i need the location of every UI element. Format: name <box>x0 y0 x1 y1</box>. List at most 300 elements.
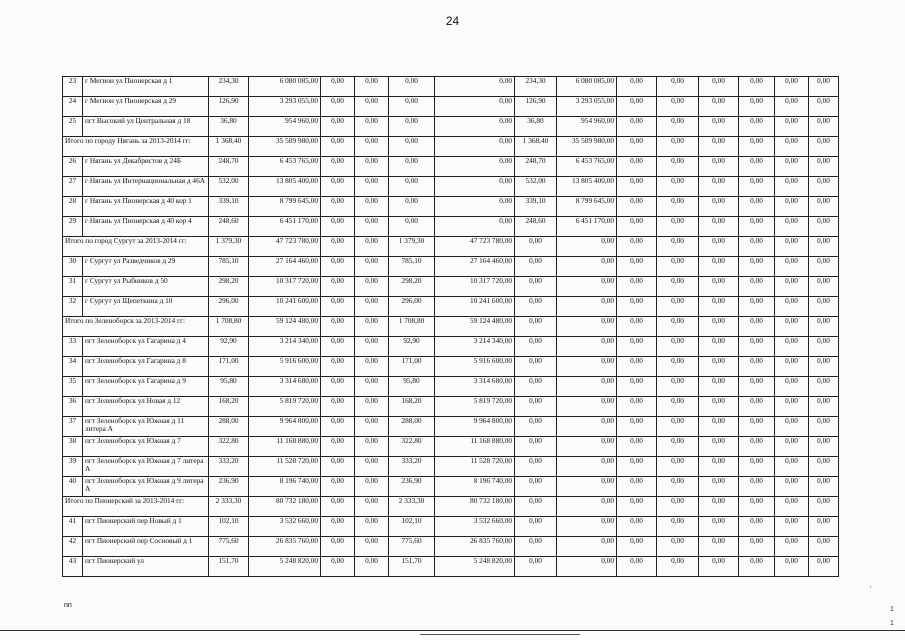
value-cell-c2: 0,00 <box>355 177 389 197</box>
value-cell-c12: 0,00 <box>809 137 839 157</box>
value-cell-c9: 0,00 <box>699 477 739 497</box>
value-cell-c3: 236,90 <box>389 477 435 497</box>
value-cell-c7: 0,00 <box>617 277 657 297</box>
value-cell-c9: 0,00 <box>699 117 739 137</box>
value-cell-c9: 0,00 <box>699 237 739 257</box>
value-cell-c10: 0,00 <box>739 297 775 317</box>
value-cell-c10: 0,00 <box>739 177 775 197</box>
table-row <box>63 297 839 317</box>
value-cell-c4: 0,00 <box>435 117 515 137</box>
value-cell-c5: 0,00 <box>515 557 557 577</box>
value-cell-c8: 0,00 <box>657 97 699 117</box>
value-cell-c3: 785,10 <box>389 257 435 277</box>
value-cell-c3: 0,00 <box>389 177 435 197</box>
value-cell-c4: 11 528 720,00 <box>435 457 515 477</box>
value-cell-c6: 0,00 <box>557 437 617 457</box>
value-cell-c7: 0,00 <box>617 357 657 377</box>
value-cell-c8: 0,00 <box>657 217 699 237</box>
address-cell: пгт Пионерский пер Сосновый д 1 <box>83 537 209 557</box>
total-row <box>63 317 839 337</box>
value-cell-c11: 0,00 <box>775 397 809 417</box>
table-row <box>63 177 839 197</box>
value-cell-c1: 0,00 <box>321 317 355 337</box>
value-cell-c2: 0,00 <box>355 437 389 457</box>
value-cell-c12: 0,00 <box>809 517 839 537</box>
value-cell-c4: 80 732 180,00 <box>435 497 515 517</box>
value-cell-c1: 0,00 <box>321 437 355 457</box>
value-cell-c12: 0,00 <box>809 117 839 137</box>
value-cell-c7: 0,00 <box>617 437 657 457</box>
value-cell-c1: 0,00 <box>321 237 355 257</box>
value-cell-c4: 0,00 <box>435 157 515 177</box>
value-cell-c1: 0,00 <box>321 397 355 417</box>
value-cell-c9: 0,00 <box>699 137 739 157</box>
value-cell-c2: 0,00 <box>355 97 389 117</box>
value-cell-c5: 0,00 <box>515 317 557 337</box>
value-cell-area: 234,30 <box>209 77 249 97</box>
value-cell-c3: 92,90 <box>389 337 435 357</box>
value-cell-c12: 0,00 <box>809 437 839 457</box>
row-number: 39 <box>63 457 83 477</box>
value-cell-c4: 0,00 <box>435 217 515 237</box>
row-number: 28 <box>63 197 83 217</box>
value-cell-c5: 532,00 <box>515 177 557 197</box>
value-cell-c9: 0,00 <box>699 437 739 457</box>
value-cell-cost: 47 723 780,00 <box>249 237 321 257</box>
address-cell: пгт Зеленоборск ул Гагарина д 8 <box>83 357 209 377</box>
value-cell-c2: 0,00 <box>355 457 389 477</box>
value-cell-area: 1 379,30 <box>209 237 249 257</box>
table-row <box>63 377 839 397</box>
row-number: 41 <box>63 517 83 537</box>
address-cell: пгт Пионерский ул <box>83 557 209 577</box>
row-number: 26 <box>63 157 83 177</box>
value-cell-c7: 0,00 <box>617 97 657 117</box>
value-cell-c6: 0,00 <box>557 517 617 537</box>
value-cell-c4: 26 835 760,00 <box>435 537 515 557</box>
value-cell-c4: 8 196 740,00 <box>435 477 515 497</box>
value-cell-c5: 0,00 <box>515 477 557 497</box>
value-cell-c12: 0,00 <box>809 557 839 577</box>
row-number: 43 <box>63 557 83 577</box>
value-cell-c10: 0,00 <box>739 517 775 537</box>
value-cell-c12: 0,00 <box>809 197 839 217</box>
value-cell-c8: 0,00 <box>657 457 699 477</box>
value-cell-c10: 0,00 <box>739 337 775 357</box>
row-number: 38 <box>63 437 83 457</box>
value-cell-c2: 0,00 <box>355 197 389 217</box>
address-cell: г Нягань ул Пионерская д 40 кор 4 <box>83 217 209 237</box>
value-cell-c4: 0,00 <box>435 197 515 217</box>
row-number: 31 <box>63 277 83 297</box>
value-cell-c8: 0,00 <box>657 357 699 377</box>
value-cell-c1: 0,00 <box>321 517 355 537</box>
value-cell-c4: 5 248 820,00 <box>435 557 515 577</box>
value-cell-c8: 0,00 <box>657 297 699 317</box>
value-cell-c7: 0,00 <box>617 497 657 517</box>
value-cell-c4: 27 164 460,00 <box>435 257 515 277</box>
value-cell-c8: 0,00 <box>657 497 699 517</box>
value-cell-area: 151,70 <box>209 557 249 577</box>
value-cell-cost: 5 916 600,00 <box>249 357 321 377</box>
register-body <box>63 77 839 577</box>
value-cell-c7: 0,00 <box>617 157 657 177</box>
value-cell-c6: 8 799 645,00 <box>557 197 617 217</box>
value-cell-c3: 0,00 <box>389 157 435 177</box>
total-label: Итого по Пионерский за 2013-2014 гг: <box>63 497 209 517</box>
value-cell-c9: 0,00 <box>699 257 739 277</box>
value-cell-c11: 0,00 <box>775 237 809 257</box>
table-row <box>63 257 839 277</box>
value-cell-c7: 0,00 <box>617 317 657 337</box>
value-cell-area: 236,90 <box>209 477 249 497</box>
value-cell-c3: 1 379,30 <box>389 237 435 257</box>
value-cell-c2: 0,00 <box>355 157 389 177</box>
value-cell-c7: 0,00 <box>617 177 657 197</box>
address-cell: пгт Зеленоборск ул Гагарина д 4 <box>83 337 209 357</box>
value-cell-c11: 0,00 <box>775 277 809 297</box>
value-cell-c10: 0,00 <box>739 357 775 377</box>
value-cell-c4: 10 317 720,00 <box>435 277 515 297</box>
address-cell: пгт Зеленоборск ул Южная д 9 литера А <box>83 477 209 497</box>
value-cell-c6: 0,00 <box>557 257 617 277</box>
value-cell-area: 36,80 <box>209 117 249 137</box>
value-cell-c5: 0,00 <box>515 517 557 537</box>
value-cell-c7: 0,00 <box>617 117 657 137</box>
value-cell-c1: 0,00 <box>321 137 355 157</box>
value-cell-c5: 0,00 <box>515 297 557 317</box>
value-cell-c12: 0,00 <box>809 97 839 117</box>
value-cell-area: 1 368,40 <box>209 137 249 157</box>
value-cell-c7: 0,00 <box>617 417 657 437</box>
value-cell-c4: 47 723 780,00 <box>435 237 515 257</box>
value-cell-c11: 0,00 <box>775 177 809 197</box>
value-cell-area: 339,10 <box>209 197 249 217</box>
value-cell-c9: 0,00 <box>699 337 739 357</box>
value-cell-c1: 0,00 <box>321 417 355 437</box>
value-cell-c11: 0,00 <box>775 417 809 437</box>
value-cell-c11: 0,00 <box>775 217 809 237</box>
value-cell-cost: 11 528 720,00 <box>249 457 321 477</box>
value-cell-c2: 0,00 <box>355 337 389 357</box>
value-cell-c8: 0,00 <box>657 237 699 257</box>
value-cell-c10: 0,00 <box>739 497 775 517</box>
housing-register-table <box>62 76 839 577</box>
value-cell-c1: 0,00 <box>321 217 355 237</box>
value-cell-c3: 0,00 <box>389 217 435 237</box>
value-cell-c1: 0,00 <box>321 537 355 557</box>
value-cell-c5: 248,70 <box>515 157 557 177</box>
value-cell-cost: 3 532 660,00 <box>249 517 321 537</box>
page-bottom-rule-2 <box>420 634 580 635</box>
value-cell-c5: 0,00 <box>515 537 557 557</box>
value-cell-c7: 0,00 <box>617 377 657 397</box>
value-cell-c6: 0,00 <box>557 357 617 377</box>
value-cell-c6: 3 293 055,00 <box>557 97 617 117</box>
value-cell-c5: 0,00 <box>515 277 557 297</box>
value-cell-c10: 0,00 <box>739 537 775 557</box>
value-cell-c9: 0,00 <box>699 297 739 317</box>
value-cell-cost: 5 248 820,00 <box>249 557 321 577</box>
value-cell-c6: 35 509 980,00 <box>557 137 617 157</box>
page-bottom-rule <box>0 630 905 631</box>
value-cell-c6: 0,00 <box>557 237 617 257</box>
table-row <box>63 357 839 377</box>
value-cell-c10: 0,00 <box>739 197 775 217</box>
value-cell-c10: 0,00 <box>739 117 775 137</box>
address-cell: пгт Высокий ул Центральная д 18 <box>83 117 209 137</box>
row-number: 23 <box>63 77 83 97</box>
value-cell-c5: 126,90 <box>515 97 557 117</box>
value-cell-c1: 0,00 <box>321 377 355 397</box>
address-cell: пгт Зеленоборск ул Южная д 7 литера А <box>83 457 209 477</box>
value-cell-c1: 0,00 <box>321 497 355 517</box>
value-cell-c6: 0,00 <box>557 497 617 517</box>
value-cell-c9: 0,00 <box>699 157 739 177</box>
table-row <box>63 217 839 237</box>
row-number: 29 <box>63 217 83 237</box>
value-cell-c4: 11 168 880,00 <box>435 437 515 457</box>
value-cell-c3: 168,20 <box>389 397 435 417</box>
value-cell-c11: 0,00 <box>775 97 809 117</box>
value-cell-area: 296,00 <box>209 297 249 317</box>
table-row <box>63 557 839 577</box>
value-cell-area: 775,60 <box>209 537 249 557</box>
value-cell-area: 322,80 <box>209 437 249 457</box>
value-cell-c9: 0,00 <box>699 197 739 217</box>
value-cell-c8: 0,00 <box>657 157 699 177</box>
value-cell-c1: 0,00 <box>321 277 355 297</box>
value-cell-c9: 0,00 <box>699 357 739 377</box>
value-cell-c8: 0,00 <box>657 537 699 557</box>
value-cell-c6: 13 805 400,00 <box>557 177 617 197</box>
value-cell-c2: 0,00 <box>355 117 389 137</box>
value-cell-c1: 0,00 <box>321 297 355 317</box>
value-cell-c6: 0,00 <box>557 557 617 577</box>
value-cell-cost: 35 509 980,00 <box>249 137 321 157</box>
value-cell-c10: 0,00 <box>739 437 775 457</box>
value-cell-c7: 0,00 <box>617 557 657 577</box>
value-cell-c12: 0,00 <box>809 397 839 417</box>
total-row <box>63 237 839 257</box>
value-cell-c8: 0,00 <box>657 137 699 157</box>
footer-note: nn <box>64 602 72 609</box>
value-cell-c12: 0,00 <box>809 497 839 517</box>
value-cell-c8: 0,00 <box>657 417 699 437</box>
address-cell: пгт Зеленоборск ул Южная д 11 литера А <box>83 417 209 437</box>
value-cell-c4: 0,00 <box>435 137 515 157</box>
value-cell-c5: 0,00 <box>515 457 557 477</box>
value-cell-c11: 0,00 <box>775 437 809 457</box>
value-cell-c11: 0,00 <box>775 117 809 137</box>
table-row <box>63 437 839 457</box>
row-number: 34 <box>63 357 83 377</box>
value-cell-cost: 8 799 645,00 <box>249 197 321 217</box>
row-number: 33 <box>63 337 83 357</box>
value-cell-area: 2 333,30 <box>209 497 249 517</box>
value-cell-c9: 0,00 <box>699 517 739 537</box>
value-cell-area: 92,90 <box>209 337 249 357</box>
value-cell-c12: 0,00 <box>809 317 839 337</box>
value-cell-c7: 0,00 <box>617 217 657 237</box>
value-cell-c5: 248,60 <box>515 217 557 237</box>
table-row <box>63 537 839 557</box>
value-cell-c2: 0,00 <box>355 557 389 577</box>
value-cell-c8: 0,00 <box>657 317 699 337</box>
value-cell-c3: 1 708,80 <box>389 317 435 337</box>
row-number: 35 <box>63 377 83 397</box>
value-cell-c3: 95,80 <box>389 377 435 397</box>
value-cell-area: 168,20 <box>209 397 249 417</box>
address-cell: г Мегион ул Пионерская д 1 <box>83 77 209 97</box>
value-cell-c5: 0,00 <box>515 337 557 357</box>
value-cell-area: 171,00 <box>209 357 249 377</box>
address-cell: пгт Пионерский пер Новый д 1 <box>83 517 209 537</box>
value-cell-area: 288,00 <box>209 417 249 437</box>
value-cell-cost: 3 314 680,00 <box>249 377 321 397</box>
value-cell-c3: 102,10 <box>389 517 435 537</box>
value-cell-c3: 0,00 <box>389 77 435 97</box>
row-number: 37 <box>63 417 83 437</box>
value-cell-area: 1 708,80 <box>209 317 249 337</box>
value-cell-c5: 0,00 <box>515 497 557 517</box>
value-cell-c10: 0,00 <box>739 397 775 417</box>
value-cell-area: 785,10 <box>209 257 249 277</box>
value-cell-c12: 0,00 <box>809 417 839 437</box>
scan-mark-3: 1 <box>890 620 894 627</box>
scan-mark-1: ' <box>870 586 872 593</box>
value-cell-c5: 36,80 <box>515 117 557 137</box>
value-cell-c4: 0,00 <box>435 77 515 97</box>
value-cell-area: 95,80 <box>209 377 249 397</box>
value-cell-c8: 0,00 <box>657 77 699 97</box>
value-cell-c4: 0,00 <box>435 97 515 117</box>
value-cell-c2: 0,00 <box>355 317 389 337</box>
value-cell-c10: 0,00 <box>739 237 775 257</box>
address-cell: пгт Зеленоборск ул Гагарина д 9 <box>83 377 209 397</box>
value-cell-c5: 0,00 <box>515 257 557 277</box>
value-cell-c11: 0,00 <box>775 257 809 277</box>
value-cell-c6: 6 451 170,00 <box>557 217 617 237</box>
row-number: 27 <box>63 177 83 197</box>
value-cell-c2: 0,00 <box>355 537 389 557</box>
value-cell-area: 333,20 <box>209 457 249 477</box>
value-cell-c1: 0,00 <box>321 197 355 217</box>
value-cell-area: 248,70 <box>209 157 249 177</box>
table-row <box>63 337 839 357</box>
value-cell-c8: 0,00 <box>657 397 699 417</box>
value-cell-c3: 0,00 <box>389 97 435 117</box>
value-cell-c12: 0,00 <box>809 477 839 497</box>
value-cell-c3: 0,00 <box>389 197 435 217</box>
value-cell-c3: 288,00 <box>389 417 435 437</box>
value-cell-c7: 0,00 <box>617 137 657 157</box>
value-cell-cost: 9 964 800,00 <box>249 417 321 437</box>
total-label: Итого по Зеленоборск за 2013-2014 гг: <box>63 317 209 337</box>
value-cell-c12: 0,00 <box>809 337 839 357</box>
value-cell-c8: 0,00 <box>657 557 699 577</box>
value-cell-cost: 954 960,00 <box>249 117 321 137</box>
value-cell-c5: 0,00 <box>515 357 557 377</box>
value-cell-c6: 0,00 <box>557 377 617 397</box>
value-cell-c8: 0,00 <box>657 177 699 197</box>
address-cell: г Сургут ул Щепеткина д 10 <box>83 297 209 317</box>
value-cell-c10: 0,00 <box>739 477 775 497</box>
value-cell-c1: 0,00 <box>321 457 355 477</box>
value-cell-c8: 0,00 <box>657 277 699 297</box>
value-cell-c6: 0,00 <box>557 457 617 477</box>
value-cell-c10: 0,00 <box>739 97 775 117</box>
table-row <box>63 517 839 537</box>
value-cell-c10: 0,00 <box>739 157 775 177</box>
value-cell-c2: 0,00 <box>355 377 389 397</box>
value-cell-c6: 0,00 <box>557 317 617 337</box>
value-cell-c11: 0,00 <box>775 197 809 217</box>
address-cell: пгт Зеленоборск ул Южная д 7 <box>83 437 209 457</box>
value-cell-c6: 0,00 <box>557 277 617 297</box>
table-row <box>63 397 839 417</box>
table-row <box>63 197 839 217</box>
value-cell-c11: 0,00 <box>775 137 809 157</box>
value-cell-c10: 0,00 <box>739 217 775 237</box>
value-cell-c4: 3 532 660,00 <box>435 517 515 537</box>
value-cell-cost: 8 196 740,00 <box>249 477 321 497</box>
value-cell-c9: 0,00 <box>699 97 739 117</box>
value-cell-c11: 0,00 <box>775 357 809 377</box>
value-cell-c6: 6 453 765,00 <box>557 157 617 177</box>
value-cell-cost: 3 293 055,00 <box>249 97 321 117</box>
value-cell-c12: 0,00 <box>809 537 839 557</box>
value-cell-c12: 0,00 <box>809 77 839 97</box>
address-cell: г Мегион ул Пионерская д 29 <box>83 97 209 117</box>
value-cell-c10: 0,00 <box>739 77 775 97</box>
row-number: 32 <box>63 297 83 317</box>
value-cell-c2: 0,00 <box>355 357 389 377</box>
value-cell-cost: 59 124 480,00 <box>249 317 321 337</box>
value-cell-c10: 0,00 <box>739 317 775 337</box>
value-cell-c11: 0,00 <box>775 457 809 477</box>
value-cell-c3: 2 333,30 <box>389 497 435 517</box>
value-cell-c6: 0,00 <box>557 417 617 437</box>
value-cell-c11: 0,00 <box>775 537 809 557</box>
address-cell: г Нягань ул Пионерская д 40 кор 1 <box>83 197 209 217</box>
value-cell-c7: 0,00 <box>617 517 657 537</box>
value-cell-c12: 0,00 <box>809 257 839 277</box>
value-cell-c3: 296,00 <box>389 297 435 317</box>
value-cell-c8: 0,00 <box>657 377 699 397</box>
value-cell-cost: 10 317 720,00 <box>249 277 321 297</box>
value-cell-c9: 0,00 <box>699 497 739 517</box>
value-cell-c7: 0,00 <box>617 397 657 417</box>
table-row <box>63 117 839 137</box>
value-cell-cost: 6 451 170,00 <box>249 217 321 237</box>
table-row <box>63 77 839 97</box>
value-cell-c12: 0,00 <box>809 217 839 237</box>
value-cell-c11: 0,00 <box>775 77 809 97</box>
value-cell-c12: 0,00 <box>809 297 839 317</box>
value-cell-c8: 0,00 <box>657 517 699 537</box>
scan-mark-2: 1 <box>890 606 894 613</box>
value-cell-cost: 80 732 180,00 <box>249 497 321 517</box>
value-cell-c2: 0,00 <box>355 417 389 437</box>
total-row <box>63 497 839 517</box>
value-cell-c10: 0,00 <box>739 377 775 397</box>
value-cell-c5: 234,30 <box>515 77 557 97</box>
value-cell-c3: 298,20 <box>389 277 435 297</box>
value-cell-cost: 3 214 340,00 <box>249 337 321 357</box>
value-cell-c1: 0,00 <box>321 257 355 277</box>
address-cell: г Сургут ул Разведчиков д 29 <box>83 257 209 277</box>
